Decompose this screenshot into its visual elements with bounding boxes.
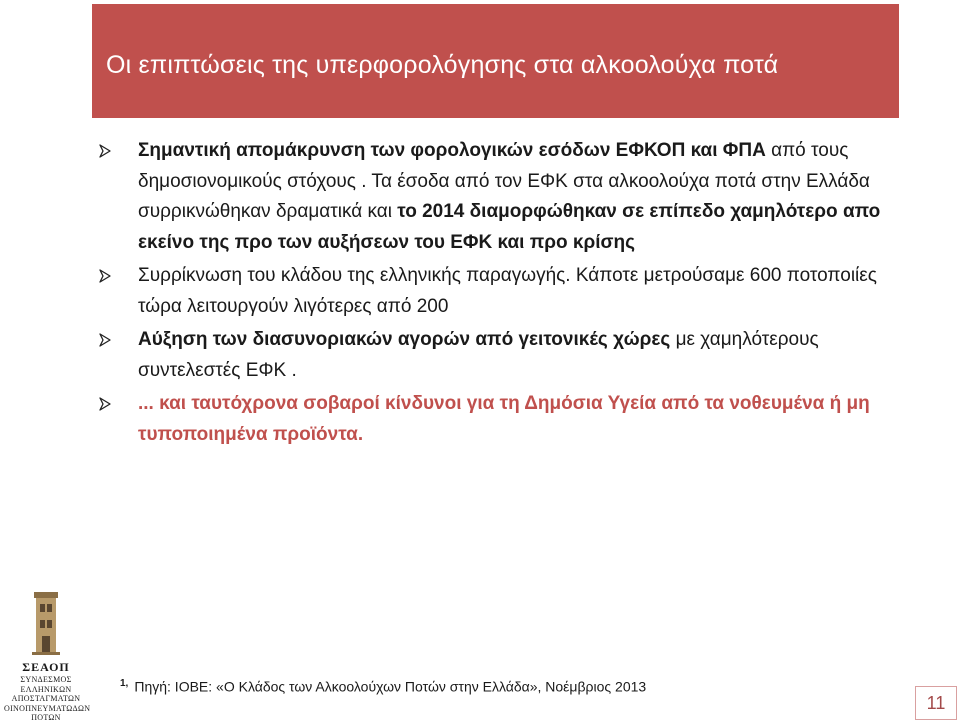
- arrow-head-icon: [98, 397, 112, 411]
- bullet-item: [98, 389, 888, 450]
- bullet-text: με χαμηλότερους συντελεστές ΕΦΚ .: [138, 329, 819, 381]
- arrow-head-icon: [98, 269, 112, 283]
- bullet-item: [98, 136, 888, 258]
- logo-name-line: ΕΛΛΗΝΙΚΩΝ: [20, 684, 72, 694]
- organization-logo: [4, 590, 91, 722]
- bullet-text: από τους δημοσιονομικούς στόχους . Τα έσοδα από τον ΕΦΚ στα αλκοολούχα ποτά στην Ελλάδα συρρικνώθηκαν δραματικά και: [138, 140, 870, 222]
- bullet-item: [98, 261, 888, 322]
- logo-name-line: ΣΥΝΔΕΣΜΟΣ: [20, 675, 72, 684]
- arrow-head-icon: [98, 333, 112, 347]
- title-banner: [92, 4, 899, 118]
- bullet-list: [98, 136, 888, 453]
- footnote-text: Πηγή: ΙΟΒΕ: «Ο Κλάδος των Αλκοολούχων Ποτών στην Ελλάδα», Νοέμβριος 2013: [134, 678, 647, 695]
- logo-full-name: [4, 675, 91, 723]
- page-number: 11: [915, 686, 957, 720]
- bullet-text: το 2014 διαμορφώθηκαν σε επίπεδο χαμηλότερο απο εκείνο της προ των αυξήσεων του ΕΦΚ και προ κρίσης: [138, 201, 881, 253]
- bullet-item: [98, 325, 888, 386]
- logo-name-line: ΟΙΝΟΠΝΕΥΜΑΤΩΔΩΝ: [4, 703, 91, 713]
- logo-name-line: ΑΠΟΣΤΑΓΜΑΤΩΝ: [11, 694, 81, 703]
- slide-title: Οι επιπτώσεις της υπερφορολόγησης στα αλκοολούχα ποτά: [106, 50, 779, 79]
- bullet-text: Σημαντική απομάκρυνση των φορολογικών εσόδων ΕΦΚΟΠ και ΦΠΑ: [138, 140, 766, 161]
- arrow-head-icon: [98, 144, 112, 158]
- bullet-text: Συρρίκνωση του κλάδου της ελληνικής παραγωγής. Κάποτε μετρούσαμε 600 ποτοποιίες τώρα λειτουργούν λιγότερες από 200: [138, 265, 877, 317]
- footnote-marker: 1,: [120, 678, 129, 689]
- logo-name-line: ΠΟΤΩΝ: [31, 713, 61, 722]
- logo-abbreviation: ΣΕΑΟΠ: [22, 660, 70, 674]
- bullet-text: Αύξηση των διασυνοριακών αγορών από γειτονικές χώρες: [138, 329, 671, 350]
- footnote: [120, 678, 646, 695]
- bullet-text: ... και ταυτόχρονα σοβαροί κίνδυνοι για τη Δημόσια Υγεία από τα νοθευμένα ή μη τυποποιημένα προϊόντα.: [138, 393, 870, 445]
- tower-emblem-icon: [4, 590, 88, 656]
